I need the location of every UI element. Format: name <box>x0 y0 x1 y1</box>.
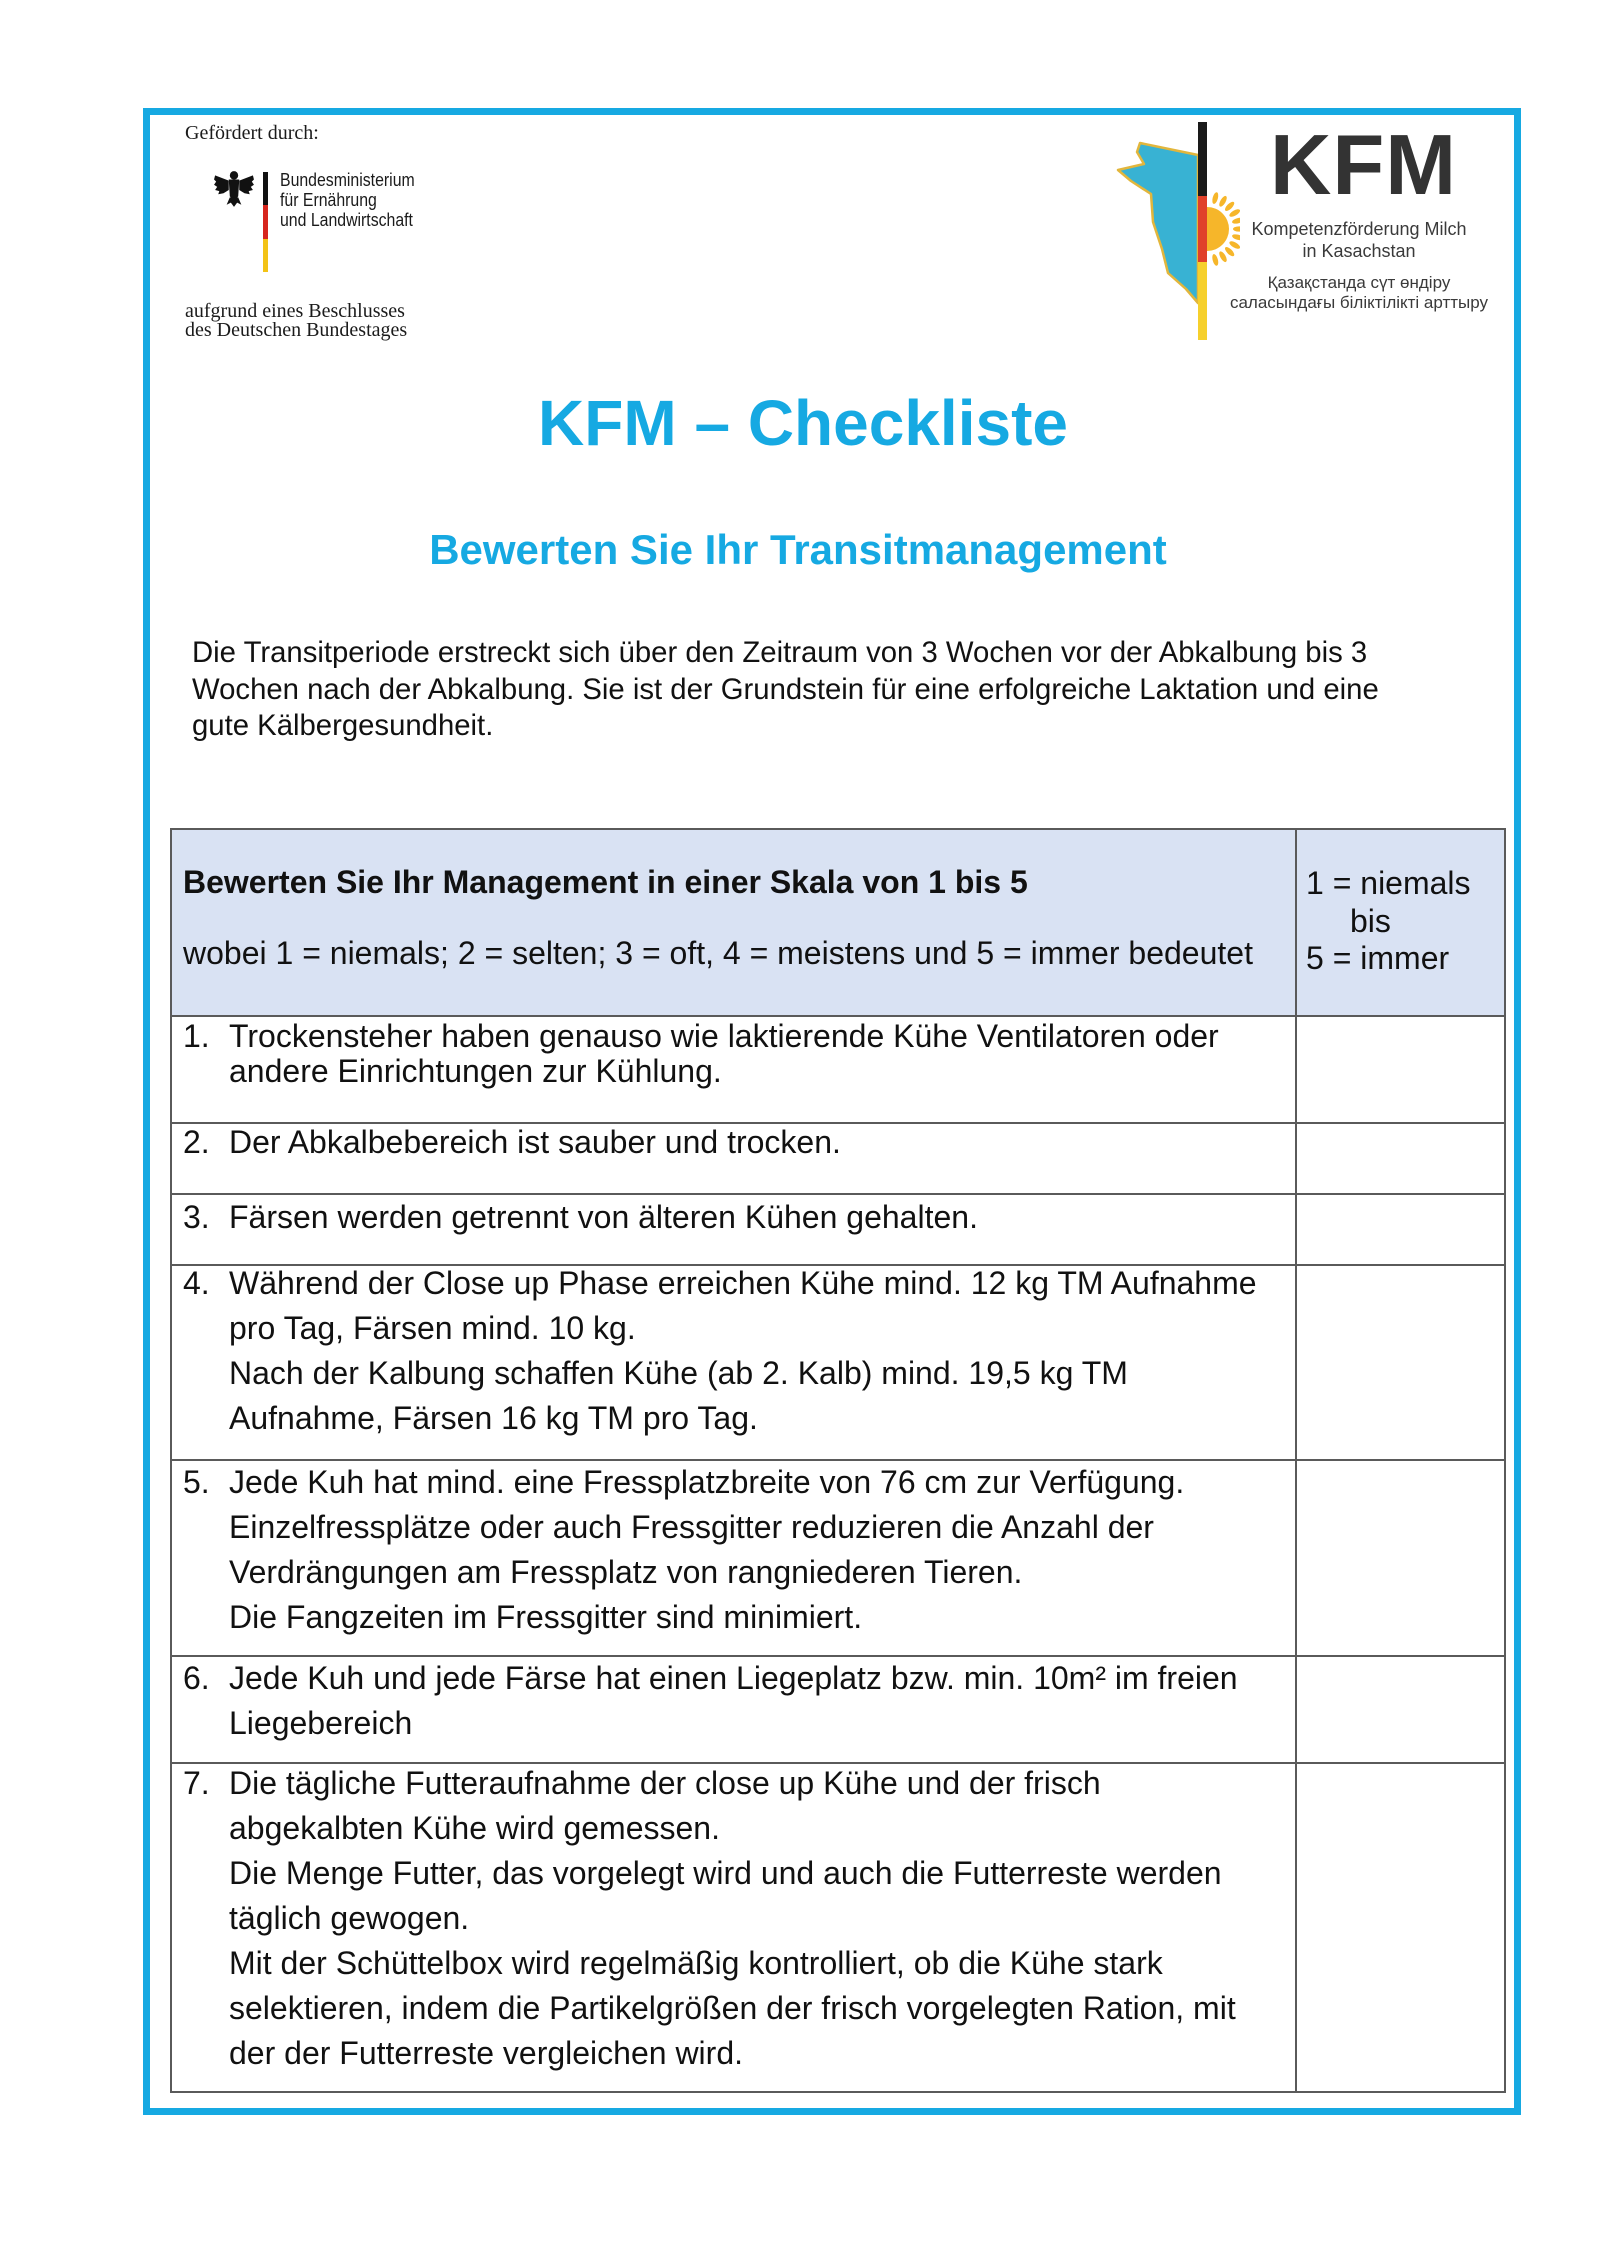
item-text-line: täglich gewogen. <box>229 1900 470 1936</box>
rating-cell[interactable] <box>1297 1195 1503 1265</box>
item-text-line: Der Abkalbebereich ist sauber und trocken. <box>229 1124 841 1160</box>
page-subtitle: Bewerten Sie Ihr Transitmanagement <box>429 526 1167 573</box>
table-row <box>171 1193 1505 1265</box>
item-text-line: Einzelfressplätze oder auch Fressgitter reduzieren die Anzahl der <box>229 1509 1154 1545</box>
cow-head-icon <box>1118 143 1198 303</box>
item-text-line: Während der Close up Phase erreichen Kühe mind. 12 kg TM Aufnahme <box>229 1265 1257 1301</box>
rating-cell[interactable] <box>1297 1266 1503 1460</box>
item-number: 3. <box>183 1199 210 1235</box>
question-cell <box>171 1656 1295 1746</box>
item-text-line: Trockensteher haben genauso wie laktierende Kühe Ventilatoren oder <box>229 1018 1219 1054</box>
item-text-line: Die Fangzeiten im Fressgitter sind minimiert. <box>229 1599 863 1635</box>
item-text-line: Jede Kuh hat mind. eine Fressplatzbreite von 76 cm zur Verfügung. <box>229 1464 1185 1500</box>
table-header-title: Bewerten Sie Ihr Management in einer Skala von 1 bis 5 <box>183 864 1028 900</box>
rating-cell[interactable] <box>1297 1657 1503 1763</box>
table-row <box>171 1264 1505 1460</box>
table-header-legend: wobei 1 = niemals; 2 = selten; 3 = oft, 4 = meistens und 5 = immer bedeutet <box>183 935 1253 971</box>
item-text-line: selektieren, indem die Partikelgrößen der frisch vorgelegten Ration, mit <box>229 1990 1236 2026</box>
rating-cell[interactable] <box>1297 1017 1503 1123</box>
item-number: 2. <box>183 1124 210 1160</box>
item-number: 5. <box>183 1464 210 1500</box>
item-number: 1. <box>183 1018 210 1054</box>
rating-scale-label: bis <box>1350 903 1391 939</box>
kfm-abbreviation: KFM <box>1270 118 1458 213</box>
item-text-line: Die Menge Futter, das vorgelegt wird und auch die Futterreste werden <box>229 1855 1222 1891</box>
rating-scale-label: 1 = niemals <box>1306 865 1471 901</box>
rating-scale-label: 5 = immer <box>1306 940 1450 976</box>
question-cell <box>171 1261 1295 1441</box>
item-text-line: pro Tag, Färsen mind. 10 kg. <box>229 1310 636 1346</box>
intro-line: Die Transitperiode erstreckt sich über den Zeitraum von 3 Wochen vor der Abkalbung bis 3 <box>192 636 1368 669</box>
funding-decision-line: des Deutschen Bundestages <box>185 319 408 341</box>
item-text-line: Färsen werden getrennt von älteren Kühen gehalten. <box>229 1199 978 1235</box>
item-text-line: Nach der Kalbung schaffen Kühe (ab 2. Kalb) mind. 19,5 kg TM <box>229 1355 1128 1391</box>
rating-cell[interactable] <box>1297 1124 1503 1194</box>
item-text-line: andere Einrichtungen zur Kühlung. <box>229 1053 722 1089</box>
table-row <box>171 1459 1505 1656</box>
page-title: KFM – Checkliste <box>538 387 1068 459</box>
item-text-line: Verdrängungen am Fressplatz von rangniederen Tieren. <box>229 1554 1023 1590</box>
item-text-line: Aufnahme, Färsen 16 kg TM pro Tag. <box>229 1400 758 1436</box>
question-cell <box>171 1200 1295 1235</box>
intro-line: gute Kälbergesundheit. <box>192 709 494 742</box>
question-cell <box>171 1460 1295 1640</box>
ministry-name-line: für Ernährung <box>280 190 377 210</box>
table-column-divider <box>1295 829 1297 2092</box>
rating-cell[interactable] <box>1297 1461 1503 1656</box>
kfm-name-line: in Kasachstan <box>1302 241 1416 261</box>
question-cell <box>171 1019 1295 1089</box>
kfm-kazakh-line: Қазақстанда сүт өндіру <box>1267 273 1451 292</box>
kfm-name-line: Kompetenzförderung Milch <box>1251 219 1467 239</box>
item-text-line: der der Futterreste vergleichen wird. <box>229 2035 743 2071</box>
rating-cell[interactable] <box>1297 1764 1503 2091</box>
funding-decision-line: aufgrund eines Beschlusses <box>185 300 405 322</box>
funding-label: Gefördert durch: <box>185 122 319 144</box>
item-text-line: Die tägliche Futteraufnahme der close up Kühe und der frisch <box>229 1765 1101 1801</box>
table-row <box>171 1762 1505 2091</box>
german-flag-bar <box>263 172 268 272</box>
item-number: 4. <box>183 1265 210 1301</box>
ministry-name-line: Bundesministerium <box>280 170 415 190</box>
question-cell <box>171 1125 1295 1160</box>
item-text-line: Jede Kuh und jede Färse hat einen Liegeplatz bzw. min. 10m² im freien <box>229 1660 1238 1696</box>
item-text-line: Mit der Schüttelbox wird regelmäßig kontrolliert, ob die Kühe stark <box>229 1945 1163 1981</box>
ministry-name-line: und Landwirtschaft <box>280 210 413 230</box>
table-row <box>171 1655 1505 1763</box>
intro-line: Wochen nach der Abkalbung. Sie ist der Grundstein für eine erfolgreiche Laktation und eine <box>192 673 1379 706</box>
kfm-kazakh-line: саласындағы біліктілікті арттыру <box>1229 293 1489 312</box>
item-text-line: Liegebereich <box>229 1705 413 1741</box>
item-number: 7. <box>183 1765 210 1801</box>
question-cell <box>171 1761 1295 2076</box>
table-row <box>171 1015 1505 1123</box>
item-number: 6. <box>183 1660 210 1696</box>
table-row <box>171 1122 1505 1194</box>
item-text-line: abgekalbten Kühe wird gemessen. <box>229 1810 720 1846</box>
federal-eagle-icon <box>213 169 255 209</box>
